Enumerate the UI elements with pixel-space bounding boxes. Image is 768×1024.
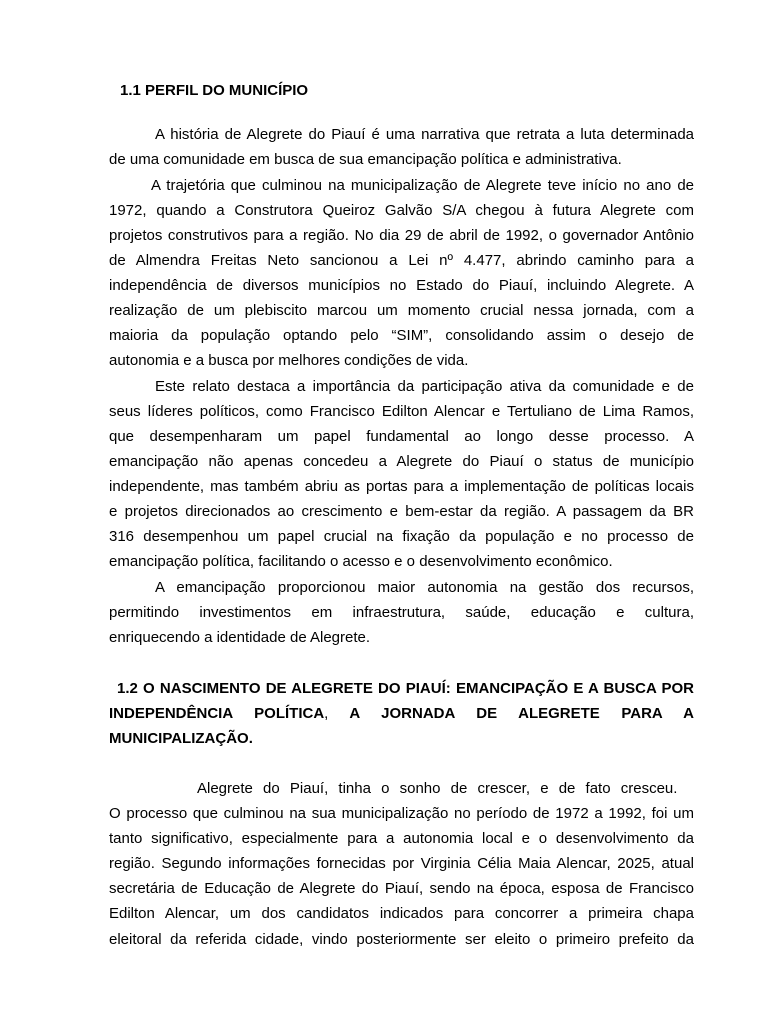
paragraph-line: Edilton Alencar, um dos candidatos indicados para concorrer a primeira chapa [109,905,694,922]
paragraph-line: eleitoral da referida cidade, vindo posteriormente ser eleito o primeiro prefeito da [109,931,694,948]
paragraph-line: realização de um plebiscito marcou um momento crucial nessa jornada, com a [109,302,694,319]
section-2-heading-text: 1.2 O NASCIMENTO DE ALEGRETE DO PIAUÍ: EMANCIPAÇÃO E A BUSCA POR INDEPENDÊNCIA POLÍTICA [109,680,694,722]
paragraph-line: tanto significativo, especialmente para a autonomia local e o desenvolvimento da [109,830,694,847]
paragraph-line: maioria da população optando pelo “SIM”, consolidando assim o desejo de [109,327,694,344]
paragraph-line: secretária de Educação de Alegrete do Piauí, sendo na época, esposa de Francisco [109,880,694,897]
paragraph-line: permitindo investimentos em infraestrutura, saúde, educação e cultura, [109,604,694,621]
paragraph-line: de Almendra Freitas Neto sancionou a Lei nº 4.477, abrindo caminho para a [109,252,694,269]
section-2-heading [109,676,694,751]
paragraph-line: autonomia e a busca por melhores condições de vida. [109,352,469,369]
paragraph-line: de uma comunidade em busca de sua emancipação política e administrativa. [109,151,622,168]
section-1-heading: 1.1 PERFIL DO MUNICÍPIO [120,82,309,99]
paragraph-line: região. Segundo informações fornecidas por Virginia Célia Maia Alencar, 2025, atual [109,855,694,872]
paragraph-line: A emancipação proporcionou maior autonomia na gestão dos recursos, [155,579,694,596]
paragraph-line: emancipação política, facilitando o acesso e o desenvolvimento econômico. [109,553,613,570]
paragraph-line: Este relato destaca a importância da participação ativa da comunidade e de [155,378,694,395]
paragraph-line: A história de Alegrete do Piauí é uma narrativa que retrata a luta determinada [155,126,694,143]
paragraph-line: 1972, quando a Construtora Queiroz Galvão S/A chegou à futura Alegrete com [109,202,694,219]
section-2-heading-subtitle: A JORNADA DE ALEGRETE PARA A MUNICIPALIZAÇÃO. [109,705,694,747]
paragraph-line: 316 desempenhou um papel crucial na fixação da população e no processo de [109,528,694,545]
paragraph-line: seus líderes políticos, como Francisco Edilton Alencar e Tertuliano de Lima Ramos, [109,403,694,420]
paragraph-line: e projetos direcionados ao crescimento e bem-estar da região. A passagem da BR [109,503,694,520]
paragraph-line: independente, mas também abriu as portas para a implementação de políticas locais [109,478,694,495]
paragraph-line: emancipação não apenas concedeu a Alegrete do Piauí o status de município [109,453,694,470]
paragraph-line: enriquecendo a identidade de Alegrete. [109,629,371,646]
paragraph-line: Alegrete do Piauí, tinha o sonho de crescer, e de fato cresceu. [197,780,678,797]
paragraph-line: que desempenharam um papel fundamental ao longo desse processo. A [109,428,694,445]
paragraph-line: independência de diversos municípios no Estado do Piauí, incluindo Alegrete. A [109,277,694,294]
section-2-heading-comma: , [324,705,329,722]
paragraph-line: O processo que culminou na sua municipalização no período de 1972 a 1992, foi um [109,805,694,822]
paragraph-line: A trajetória que culminou na municipalização de Alegrete teve início no ano de [151,177,694,194]
paragraph-line: projetos construtivos para a região. No dia 29 de abril de 1992, o governador Antônio [109,227,694,244]
